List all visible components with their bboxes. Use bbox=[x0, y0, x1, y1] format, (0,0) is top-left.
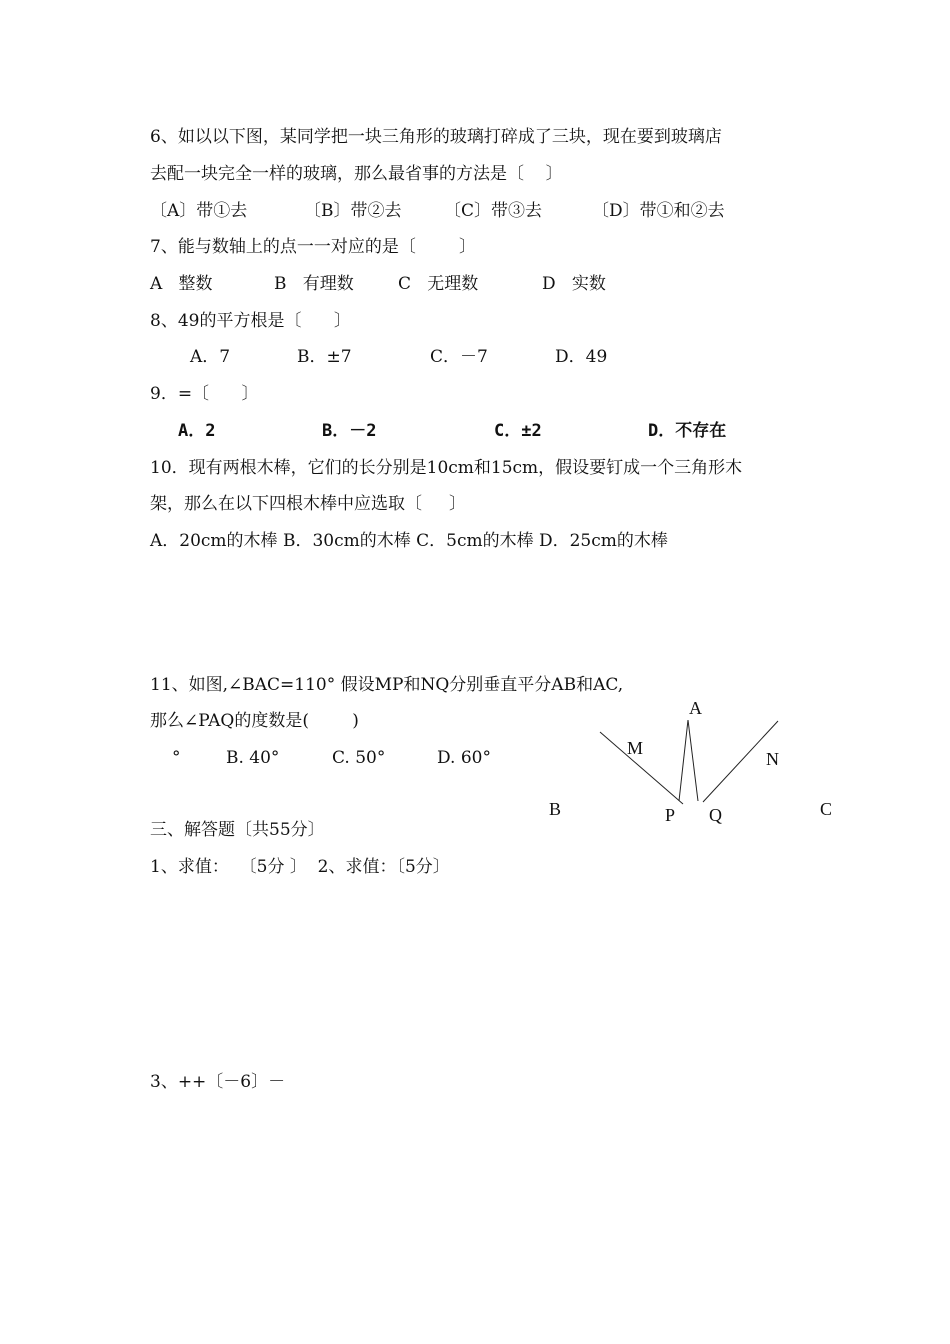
q8-option-a: A．7 bbox=[190, 347, 231, 367]
q7-option-c: C 无理数 bbox=[398, 274, 479, 294]
section3-title: 三、解答题〔共55分〕 bbox=[150, 820, 325, 840]
q6-line1: 6、如以以下图，某同学把一块三角形的玻璃打碎成了三块，现在要到玻璃店 bbox=[150, 127, 722, 147]
label-q: Q bbox=[709, 805, 722, 825]
q6-option-d: 〔D〕带①和②去 bbox=[592, 201, 725, 221]
q11-line1: 11、如图,∠BAC=110° 假设MP和NQ分别垂直平分AB和AC, bbox=[150, 675, 624, 695]
q7-option-d: D 实数 bbox=[542, 274, 606, 294]
label-a: A bbox=[689, 698, 702, 718]
q11-option-b: B. 40° bbox=[226, 748, 280, 768]
q11-option-d: D. 60° bbox=[437, 748, 491, 768]
q8-option-d: D．49 bbox=[555, 347, 608, 367]
q6-option-c: 〔C〕带③去 bbox=[444, 201, 543, 221]
q7-text: 7、能与数轴上的点一一对应的是〔 〕 bbox=[150, 237, 477, 257]
q9-option-b: B．－2 bbox=[322, 421, 377, 441]
q11-option-a: ° bbox=[172, 748, 181, 768]
q9-option-a: A．2 bbox=[178, 421, 216, 441]
q6-line2: 去配一块完全一样的玻璃，那么最省事的方法是〔 〕 bbox=[150, 164, 563, 184]
section3-q1-q2: 1、求值： 〔5分 〕 2、求值：〔5分〕 bbox=[150, 857, 450, 877]
q10-line1: 10．现有两根木棒，它们的长分别是10cm和15cm，假设要钉成一个三角形木 bbox=[150, 458, 743, 478]
label-m: M bbox=[627, 738, 644, 758]
label-b: B bbox=[549, 799, 562, 819]
q8-text: 8、49的平方根是〔 〕 bbox=[150, 311, 351, 331]
q11-line2: 那么∠PAQ的度数是( ) bbox=[150, 711, 359, 731]
label-p: P bbox=[665, 805, 676, 825]
section3-q3: 3、++〔－6〕－ bbox=[150, 1072, 286, 1092]
q9-option-c: C．±2 bbox=[494, 421, 542, 441]
q9-option-d: D．不存在 bbox=[648, 421, 727, 441]
q11-option-c: C. 50° bbox=[332, 748, 386, 768]
q8-option-b: B．±7 bbox=[297, 347, 352, 367]
segment-aq bbox=[688, 720, 698, 801]
q9-text: 9．=〔 〕 bbox=[150, 384, 259, 404]
q7-option-a: A 整数 bbox=[150, 274, 213, 294]
q10-options: A．20cm的木棒 B．30cm的木棒 C．5cm的木棒 D．25cm的木棒 bbox=[150, 531, 668, 551]
label-c: C bbox=[820, 799, 833, 819]
q10-line2: 架，那么在以下四根木棒中应选取〔 〕 bbox=[150, 494, 467, 514]
q7-option-b: B 有理数 bbox=[274, 274, 354, 294]
q8-option-c: C．－7 bbox=[430, 347, 488, 367]
q6-option-b: 〔B〕带②去 bbox=[304, 201, 402, 221]
segment-ap bbox=[679, 720, 688, 801]
q6-option-a: 〔A〕带①去 bbox=[150, 201, 248, 221]
label-n: N bbox=[766, 749, 779, 769]
